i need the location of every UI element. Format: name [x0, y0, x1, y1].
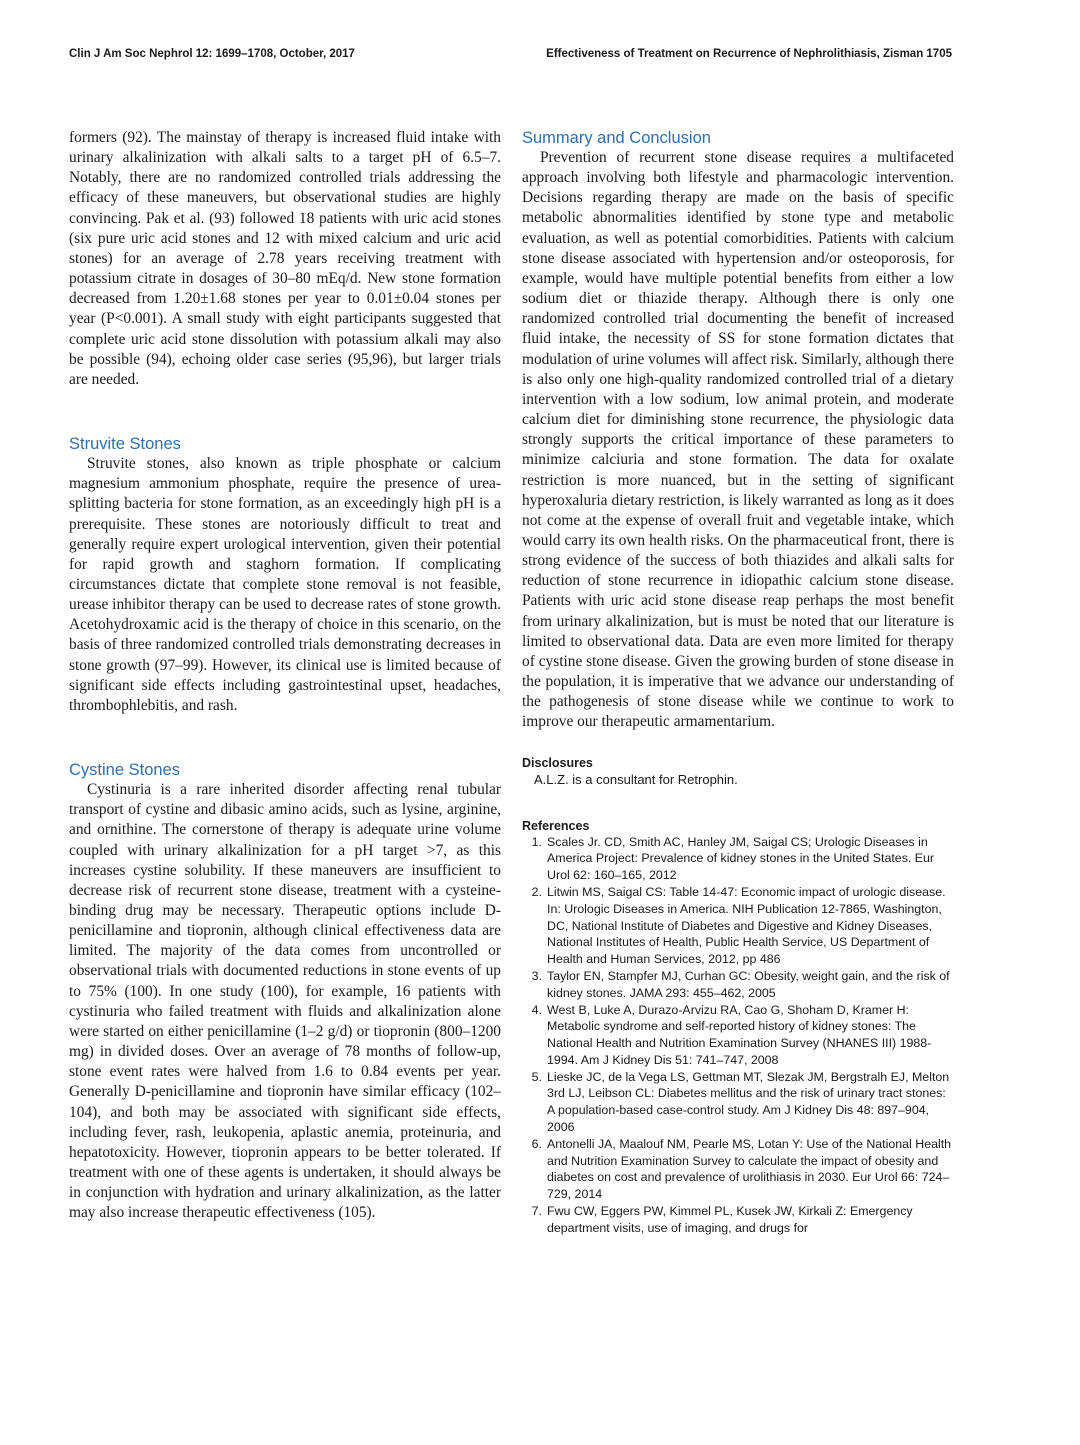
reference-text: Lieske JC, de la Vega LS, Gettman MT, Slezak JM, Bergstralh EJ, Melton 3rd LJ, Leibson CL: Diabetes mellitus and the risk of urinary tract stones: A population-based case-control study. Am J Kidney Dis 48: 897–904, 2006	[547, 1069, 950, 1135]
reference-text: Taylor EN, Stampfer MJ, Curhan GC: Obesity, weight gain, and the risk of kidney stones. JAMA 293: 455–462, 2005	[547, 968, 950, 1000]
disclosures-heading: Disclosures	[522, 755, 593, 770]
reference-item	[522, 1136, 954, 1203]
reference-number: 4.	[531, 1002, 542, 1017]
reference-text: Scales Jr. CD, Smith AC, Hanley JM, Saigal CS; Urologic Diseases in America Project: Prevalence of kidney stones in the United States. Eur Urol 62: 160–165, 2012	[547, 834, 935, 883]
reference-text: West B, Luke A, Durazo-Arvizu RA, Cao G, Shoham D, Kramer H: Metabolic syndrome and self-reported history of kidney stones: The National Health and Nutrition Examination Survey (NHANES III) 1988-1994. Am J Kidney Dis 51: 741–747, 2008	[547, 1002, 932, 1067]
left-column	[69, 128, 501, 1224]
reference-text: Antonelli JA, Maalouf NM, Pearle MS, Lotan Y: Use of the National Health and Nutrition Examination Survey to calculate the impact of obesity and diabetes on cost and prevalence of urolithiasis in 2030. Eur Urol 66: 724–729, 2014	[547, 1136, 952, 1202]
summary-paragraph: Prevention of recurrent stone disease requires a multifaceted approach involving both lifestyle and pharmacologic intervention. Decisions regarding therapy are made on the basis of specific metabolic abnormalities identified by stone type and metabolic evaluation, as well as potential comorbidities. Patients with calcium stone disease associated with hypertension and/or osteoporosis, for example, would have multiple potential benefits from either a low sodium diet or thiazide therapy. Although there is only one randomized controlled trial documenting the benefit of increased fluid intake, the necessity of SS for stone formation dictates that modulation of urine volumes will affect risk. Similarly, although there is also only one high-quality randomized controlled trial of a dietary intervention with a low sodium, low animal protein, and moderate calcium diet for diminishing stone recurrence, the physiologic data strongly supports the critical importance of these parameters to minimize calciuria and stone formation. The data for oxalate restriction is more nuanced, but in the setting of significant hyperoxaluria dietary restriction, is likely warranted as long as it does not come at the expense of overall fruit and vegetable intake, which would carry its own health risks. On the pharmaceutical front, there is strong evidence of the success of both thiazides and alkali salts for reduction of stone recurrence in idiopathic calcium stone disease. Patients with uric acid stone disease reap perhaps the most benefit from urinary alkalinization, but is must be noted that our literature is limited to observational data. Data are even more limited for therapy of cystine stone disease. Given the growing burden of stone disease in the population, it is imperative that we advance our understanding of the pathogenesis of stone disease while we continue to work to improve our therapeutic armamentarium.	[522, 149, 954, 731]
reference-number: 2.	[531, 884, 542, 899]
cystine-heading: Cystine Stones	[69, 761, 180, 780]
reference-number: 1.	[531, 834, 542, 849]
summary-heading: Summary and Conclusion	[522, 129, 711, 147]
running-head	[69, 48, 952, 60]
reference-number: 7.	[531, 1204, 542, 1219]
reference-item	[522, 968, 954, 1002]
reference-number: 6.	[531, 1136, 542, 1151]
struvite-heading: Struvite Stones	[69, 435, 181, 454]
disclosures-text: A.L.Z. is a consultant for Retrophin.	[534, 771, 738, 787]
struvite-paragraph: Struvite stones, also known as triple phosphate or calcium magnesium ammonium phosphate, require the presence of urea-splitting bacteria for stone formation, as an exceedingly high pH is a prerequisite. These stones are notoriously difficult to treat and generally require expert urological intervention, given their potential for rapid growth and staghorn formation. If complicating circumstances dictate that complete stone removal is not feasible, urease inhibitor therapy can be used to decrease rates of stone growth. Acetohydroxamic acid is the therapy of choice in this scenario, on the basis of three randomized controlled trials demonstrating decreases in stone growth (97–99). However, its clinical use is limited because of significant side effects including gastrointestinal upset, headaches, thrombophlebitis, and rash.	[69, 455, 501, 714]
reference-text: Litwin MS, Saigal CS: Table 14-47: Economic impact of urologic disease. In: Urologic Diseases in America. NIH Publication 12-7865, Washington, DC, National Institute of Diabetes and Digestive and Kidney Diseases, National Institutes of Health, Public Health Service, US Department of Health and Human Services, 2012, pp 486	[547, 884, 946, 967]
right-column	[522, 128, 954, 1237]
reference-item	[522, 1203, 954, 1237]
reference-number: 3.	[531, 968, 542, 983]
header-title-page: Effectiveness of Treatment on Recurrence of Nephrolithiasis, Zisman 1705	[546, 48, 952, 60]
reference-item	[522, 834, 954, 884]
reference-item	[522, 884, 954, 968]
reference-item	[522, 1069, 954, 1136]
reference-item	[522, 1002, 954, 1069]
uric-acid-paragraph: formers (92). The mainstay of therapy is increased fluid intake with urinary alkalinization with alkali salts to a target pH of 6.5–7. Notably, there are no randomized controlled trials addressing the efficacy of these maneuvers, but observational studies are highly convincing. Pak et al. (93) followed 18 patients with uric acid stones (six pure uric acid stones and 12 with mixed calcium and uric acid stones) for an average of 2.78 years receiving treatment with potassium citrate in dosages of 30–80 mEq/d. New stone formation decreased from 1.20±1.68 stones per year to 0.01±0.04 stones per year (P<0.001). A small study with eight participants suggested that complete uric acid stone dissolution with potassium alkali may also be possible (94), echoing older case series (95,96), but larger trials are needed.	[69, 129, 501, 388]
header-citation: Clin J Am Soc Nephrol 12: 1699–1708, October, 2017	[69, 48, 355, 60]
cystine-paragraph: Cystinuria is a rare inherited disorder affecting renal tubular transport of cystine and dibasic amino acids, such as lysine, arginine, and ornithine. The cornerstone of therapy is adequate urine volume coupled with urinary alkalinization for a pH target >7, as this increases cystine solubility. If these maneuvers are insufficient to decrease risk of recurrent stone disease, treatment with a cysteine-binding drug may be necessary. Therapeutic options include D-penicillamine and tiopronin, although clinical effectiveness data are limited. The majority of the data comes from uncontrolled or observational trials with documented reductions in stone events of up to 75% (100). In one study (100), for example, 16 patients with cystinuria who failed treatment with fluids and alkalinization alone were started on either penicillamine (1–2 g/d) or tiopronin (800–1200 mg) in divided doses. Over an average of 78 months of follow-up, stone event rates were halved from 1.6 to 0.84 events per year. Generally D-penicillamine and tiopronin have similar efficacy (102–104), and both may be associated with significant side effects, including fever, rash, leukopenia, aplastic anemia, proteinuria, and hepatotoxicity. However, tiopronin appears to be better tolerated. If treatment with one of these agents is undertaken, it should always be in conjunction with hydration and urinary alkalinization, as the latter may also increase therapeutic effectiveness (105).	[69, 781, 501, 1222]
reference-text: Fwu CW, Eggers PW, Kimmel PL, Kusek JW, Kirkali Z: Emergency department visits, use of imaging, and drugs for	[547, 1204, 913, 1235]
reference-number: 5.	[531, 1069, 542, 1084]
references-list	[522, 834, 954, 1237]
references-heading: References	[522, 818, 590, 833]
